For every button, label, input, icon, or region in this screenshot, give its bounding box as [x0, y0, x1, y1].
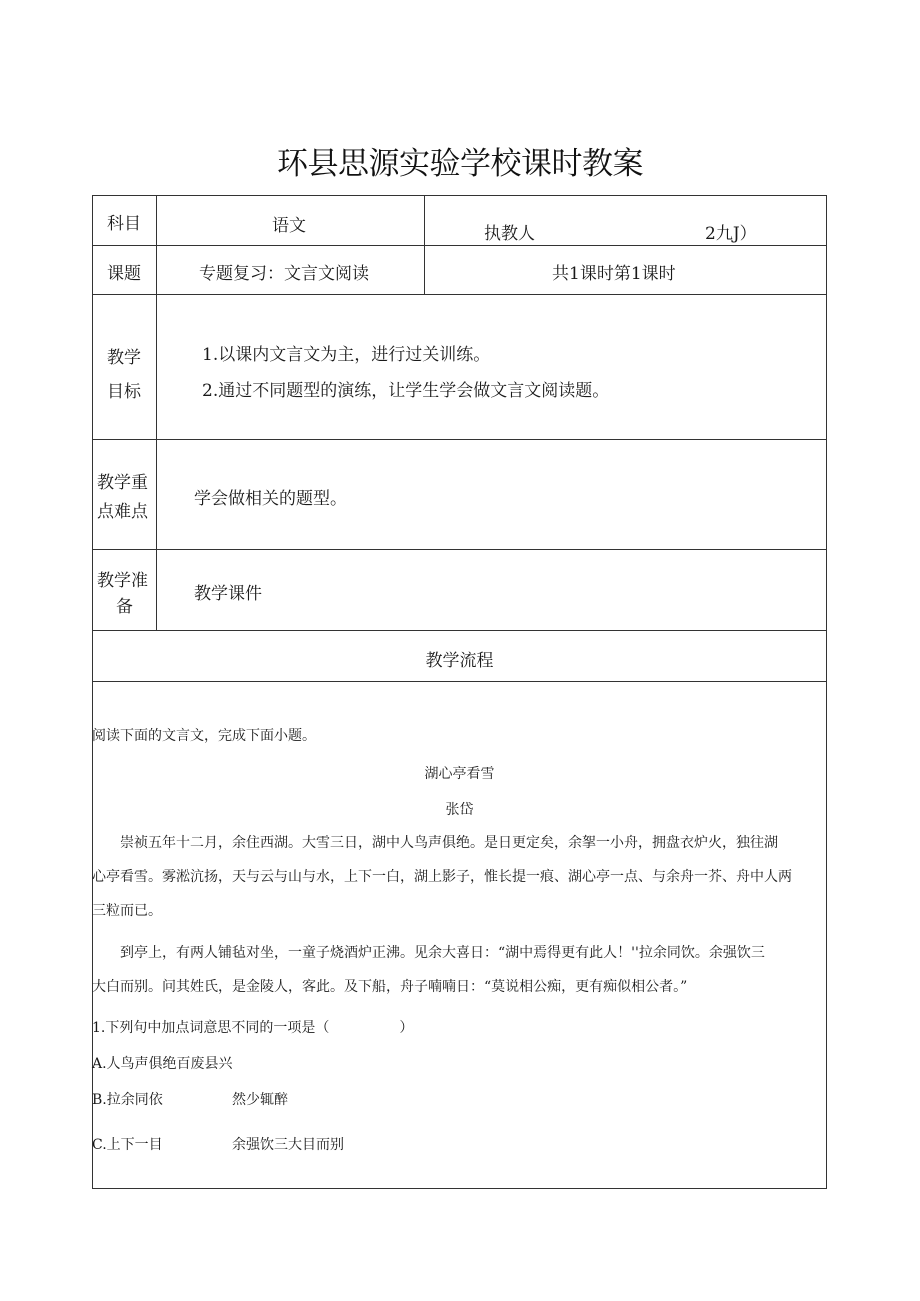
- keypoints-label-line2: 点难点: [97, 502, 148, 522]
- row-divider: [92, 681, 827, 682]
- table-border-bottom: [92, 1188, 827, 1189]
- document-title: 环县思源实验学校课时教案: [277, 146, 643, 182]
- option-b-right: 然少辄醉: [232, 1092, 288, 1108]
- subject-value: 语文: [272, 216, 306, 236]
- label-column-divider: [156, 195, 157, 630]
- table-border-left: [92, 195, 93, 1189]
- keypoints-value: 学会做相关的题型。: [194, 489, 347, 509]
- passage-author: 张岱: [445, 802, 474, 818]
- objective-item: 2.通过不同题型的演练，让学生学会做文言文阅读题。: [202, 381, 610, 401]
- info-column-divider: [424, 195, 425, 294]
- paragraph-line: 心亭看雪。雾淞沆扬，天与云与山与水，上下一白，湖上影子，惟长提一痕、湖心亭一点、与余舟一芥、舟中人两: [92, 869, 792, 885]
- lesson-plan-table: [92, 195, 827, 1189]
- row-divider: [92, 439, 827, 440]
- keypoints-label-line1: 教学重: [97, 473, 148, 493]
- option-a-left: A.人鸟声俱绝百废县兴: [92, 1056, 233, 1072]
- reading-instruction: 阅读下面的文言文，完成下面小题。: [92, 728, 316, 744]
- subject-label: 科目: [107, 214, 141, 234]
- passage-paragraph-2: [92, 936, 827, 1004]
- option-c-right: 余强饮三大目而别: [232, 1137, 344, 1153]
- table-border-top: [92, 195, 827, 196]
- row-divider: [92, 294, 827, 295]
- row-divider: [92, 549, 827, 550]
- row-divider: [92, 630, 827, 631]
- objectives-label-line1: 教学: [107, 348, 141, 368]
- paragraph-line: 三粒而已。: [92, 903, 162, 919]
- teacher-value: 2九J）: [705, 224, 757, 244]
- preparation-value: 教学课件: [194, 584, 262, 604]
- teacher-label: 执教人: [484, 224, 535, 244]
- preparation-label-line2: 备: [116, 597, 133, 617]
- option-c-left: C.上下一目: [92, 1137, 163, 1153]
- paragraph-line: 崇祯五年十二月，余住西湖。大雪三日，湖中人鸟声俱绝。是日更定矣，余挐一小舟，拥盘衣炉火，独往湖: [120, 835, 778, 851]
- paragraph-line: 到亭上，有两人铺毡对坐，一童子烧酒炉正沸。见余大喜日：“湖中焉得更有此人！''拉余同饮。余强饮三: [120, 945, 765, 961]
- passage-paragraph-1: [92, 826, 827, 928]
- option-b-left: B.拉余同依: [92, 1092, 163, 1108]
- topic-label: 课题: [107, 264, 141, 284]
- table-border-right: [826, 195, 827, 1189]
- period-value: 共1课时第1课时: [552, 264, 676, 284]
- paragraph-line: 大白而别。问其姓氏，是金陵人，客此。及下船，舟子喃喃日：“莫说相公痴，更有痴似相公者。”: [92, 979, 688, 995]
- row-divider: [92, 245, 827, 246]
- process-header: 教学流程: [425, 651, 494, 671]
- preparation-label-line1: 教学准: [97, 571, 148, 591]
- passage-title: 湖心亭看雪: [424, 766, 495, 782]
- objective-item: 1.以课内文言文为主，进行过关训练。: [202, 345, 491, 365]
- topic-value: 专题复习：文言文阅读: [199, 264, 369, 284]
- question-1: 1.下列句中加点词意思不同的一项是（ ）: [92, 1020, 414, 1036]
- objectives-label-line2: 目标: [107, 382, 141, 402]
